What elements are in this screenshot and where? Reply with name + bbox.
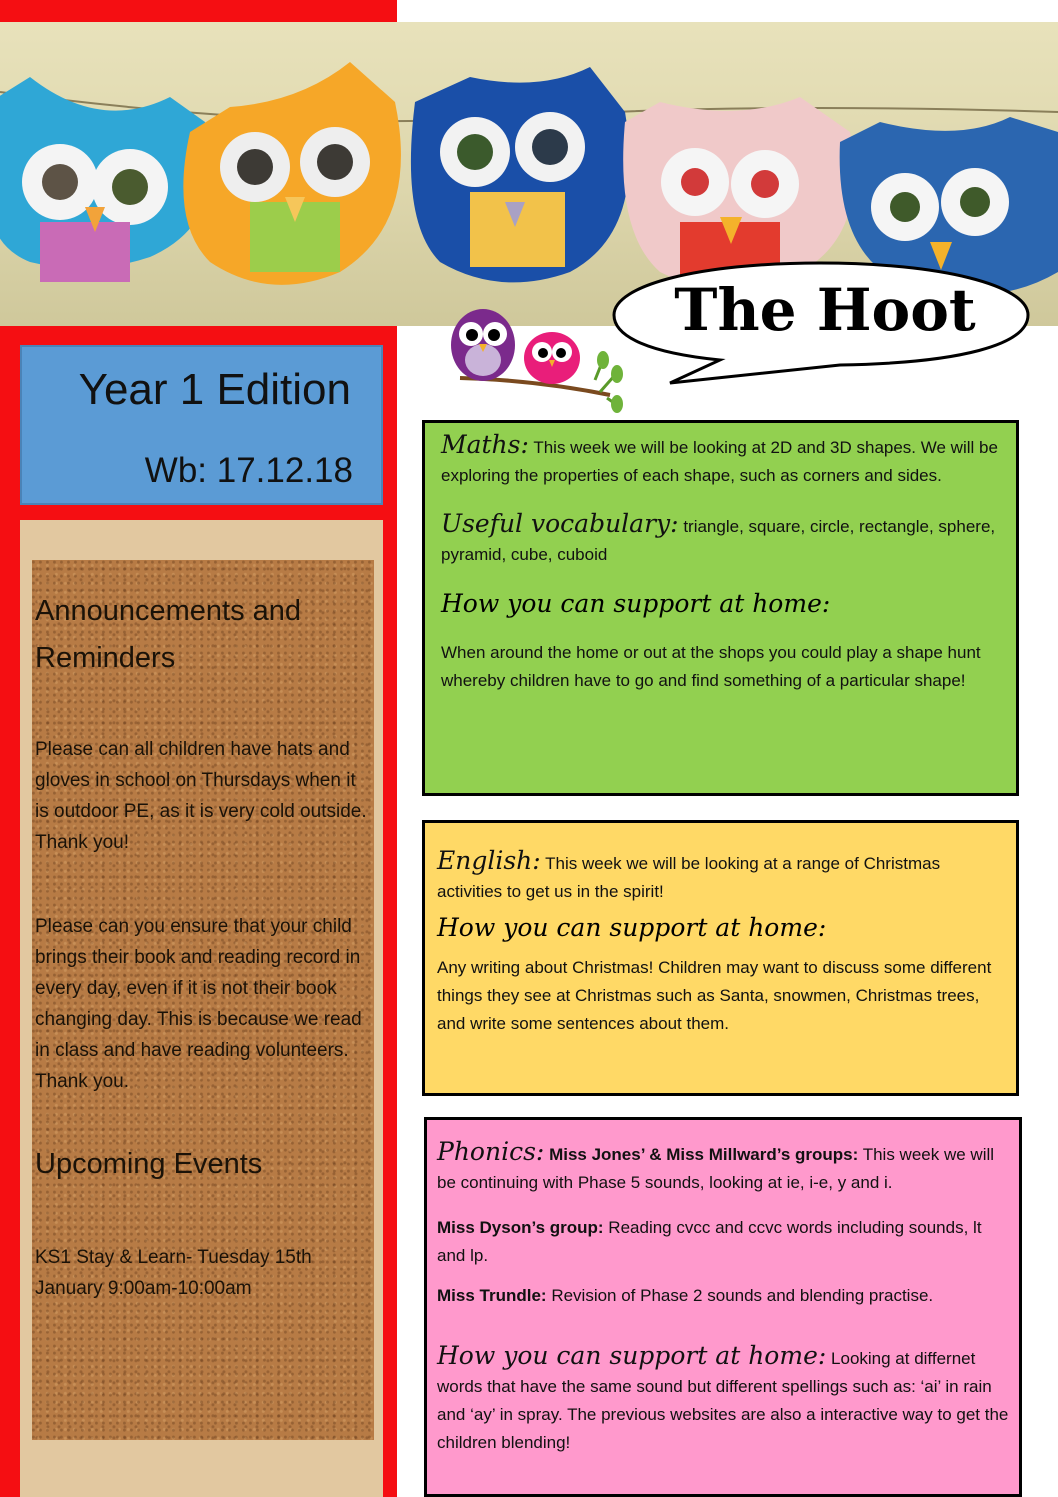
phonics-group-1 [437,1138,1012,1197]
owl-decoration [411,67,629,282]
announcement-item: Please can you ensure that your child brings their book and reading record in every day, even if it is not their book changing day. This is because we read in class and have reading volunteers. Thank you. [35,916,362,1092]
phonics-section [424,1117,1022,1497]
english-support-label: How you can support at home: [437,913,827,942]
maths-intro [441,431,1007,490]
english-label: English: [437,846,541,875]
english-intro [437,847,1007,906]
phonics-support-text: Looking at differnet words that have the same sound but different spellings such as: ‘ai’ in rain and ‘ay’ in spray. The previous websites are also a interactive way to get the children blending! [437,1349,1009,1452]
english-support-text: Any writing about Christmas! Children may want to discuss some different things they see at Christmas such as Santa, snowmen, Christmas trees, and write some sentences about them. [437,958,992,1033]
edition-title: Year 1 Edition [78,365,351,414]
maths-support-text: When around the home or out at the shops you could play a shape hunt whereby children have to go and find something of a particular shape! [441,643,981,690]
maths-section [422,420,1019,796]
phonics-group-3 [437,1282,1012,1310]
vocabulary-text: triangle, square, circle, rectangle, sphere, pyramid, cube, cuboid [441,517,996,564]
english-section [422,820,1019,1096]
phonics-support [437,1342,1012,1457]
newsletter-title: The Hoot [674,276,976,344]
phonics-label: Phonics: [437,1137,545,1166]
announcements-heading: Announcements and Reminders [35,595,302,674]
edition-box [20,345,383,505]
event-item: KS1 Stay & Learn- Tuesday 15th January 9:00am-10:00am [35,1247,312,1299]
group-2-name: Miss Dyson’s group: [437,1218,604,1237]
top-red-strip [0,0,397,22]
maths-support-label: How you can support at home: [441,589,831,618]
announcement-item: Please can all children have hats and gloves in school on Thursdays when it is outdoor PE, as it is very cold outside. Thank you! [35,739,367,853]
vocabulary-label: Useful vocabulary: [441,509,679,538]
owl-decoration [0,77,211,282]
group-3-name: Miss Trundle: [437,1286,547,1305]
english-text: This week we will be looking at a range of Christmas activities to get us in the spirit! [437,854,941,901]
group-3-text: Revision of Phase 2 sounds and blending practise. [551,1286,934,1305]
group-1-text: This week we will be continuing with Phase 5 sounds, looking at ie, i-e, y and i. [437,1145,995,1192]
group-2-text: Reading cvcc and ccvc words including sounds, lt and lp. [437,1218,982,1265]
group-1-name: Miss Jones’ & Miss Millward’s groups: [549,1145,859,1164]
maths-text: This week we will be looking at 2D and 3D shapes. We will be exploring the properties of each shape, such as corners and sides. [441,438,998,485]
maths-label: Maths: [441,430,529,459]
owl-decoration [183,62,401,285]
events-heading: Upcoming Events [35,1148,263,1180]
maths-vocabulary [441,510,1007,569]
week-date: Wb: 17.12.18 [144,451,353,490]
phonics-group-2 [437,1214,1012,1270]
owls-on-branch-icon [445,300,625,415]
phonics-support-label: How you can support at home: [437,1341,827,1370]
